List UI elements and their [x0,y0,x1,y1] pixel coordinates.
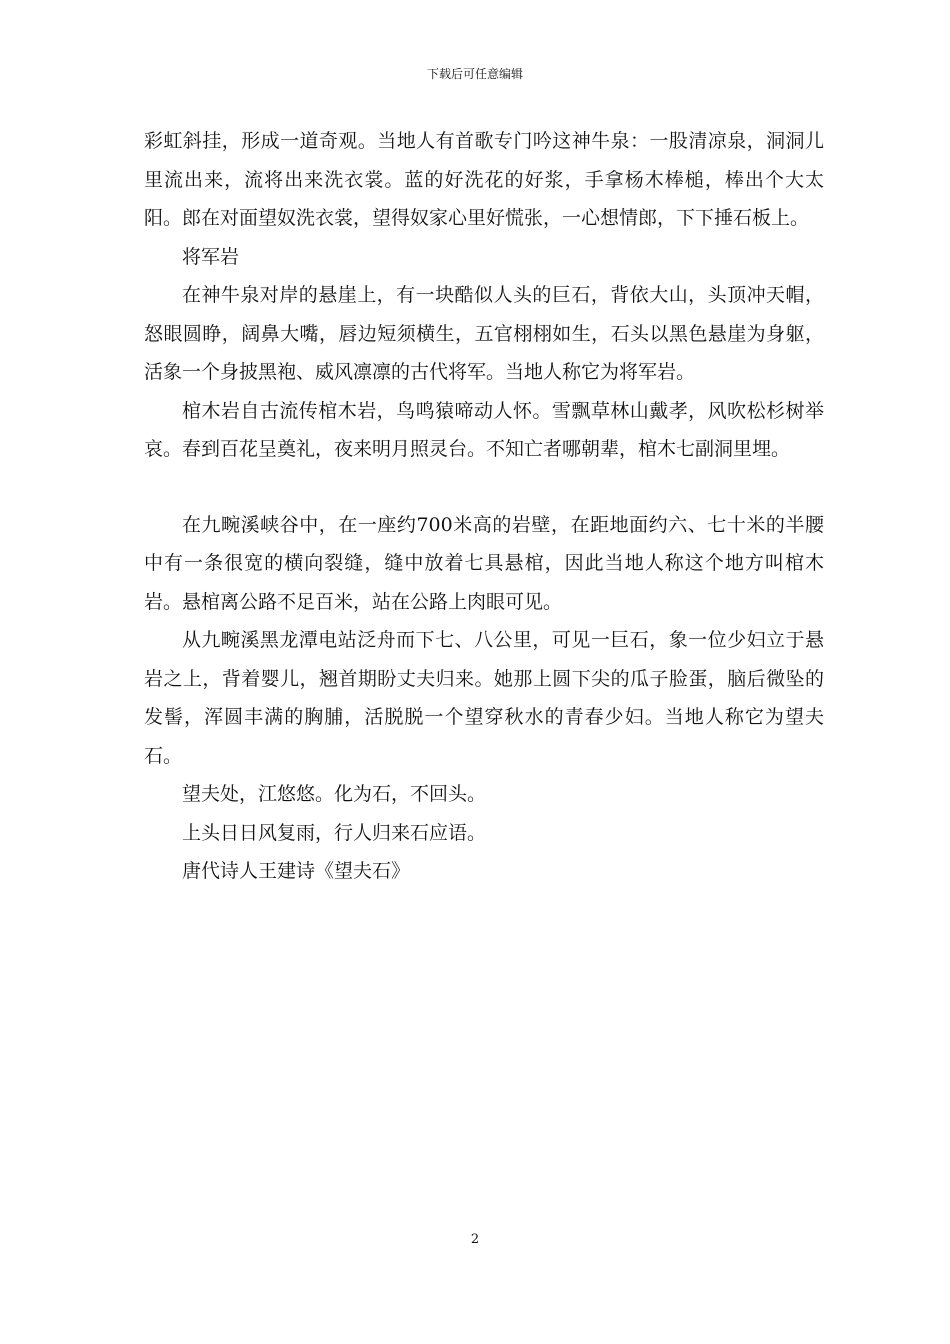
poem-attribution: 唐代诗人王建诗《望夫石》 [182,860,411,882]
paragraph-spacer [144,469,824,506]
paragraph-coffin-rock-poem: 棺木岩自古流传棺木岩，鸟鸣猿啼动人怀。雪飘草林山戴孝，风吹松杉树举哀。春到百花呈奠礼，夜来明月照灵台。不知亡者哪朝辈，棺木七副洞里埋。 [144,399,824,460]
paragraph-rainbow-song: 彩虹斜挂，形成一道奇观。当地人有首歌专门吟这神牛泉：一股清凉泉，洞洞儿里流出来，流将出来洗衣裳。蓝的好洗花的好浆，手拿杨木棒槌，棒出个大太阳。郎在对面望奴洗衣裳，望得奴家心里好慌张，一心想情郎，下下捶石板上。 [144,130,824,229]
page-number: 2 [470,1232,480,1247]
section-title-general-rock: 将军岩 [182,245,240,268]
paragraph-coffin-rock: 在九畹溪峡谷中，在一座约700米高的岩壁，在距地面约六、七十米的半腰中有一条很宽的横向裂缝，缝中放着七具悬棺，因此当地人称这个地方叫棺木岩。悬棺离公路不足百米，站在公路上肉眼可见。 [144,513,824,613]
poem-line-1: 望夫处，江悠悠。化为石，不回头。 [182,783,487,805]
paragraph-wangfu-stone: 从九畹溪黑龙潭电站泛舟而下七、八公里，可见一巨石，象一位少妇立于悬岩之上，背着婴儿，翘首期盼丈夫归来。她那上圆下尖的瓜子脸蛋，脑后微坠的发髻，浑圆丰满的胸脯，活脱脱一个望穿秋水的青春少妇。当地人称它为望夫石。 [144,629,824,767]
page-header: 下载后可任意编辑 [426,67,523,81]
document-body [144,122,824,891]
paragraph-general-rock: 在神牛泉对岸的悬崖上，有一块酷似人头的巨石，背依大山，头顶冲天帽，怒眼圆睁，阔鼻大嘴，唇边短须横生，五官栩栩如生，石头以黑色悬崖为身躯，活象一个身披黑袍、威风凛凛的古代将军。当地人称它为将军岩。 [144,284,824,383]
poem-line-2: 上头日日风复雨，行人归来石应语。 [182,821,487,844]
